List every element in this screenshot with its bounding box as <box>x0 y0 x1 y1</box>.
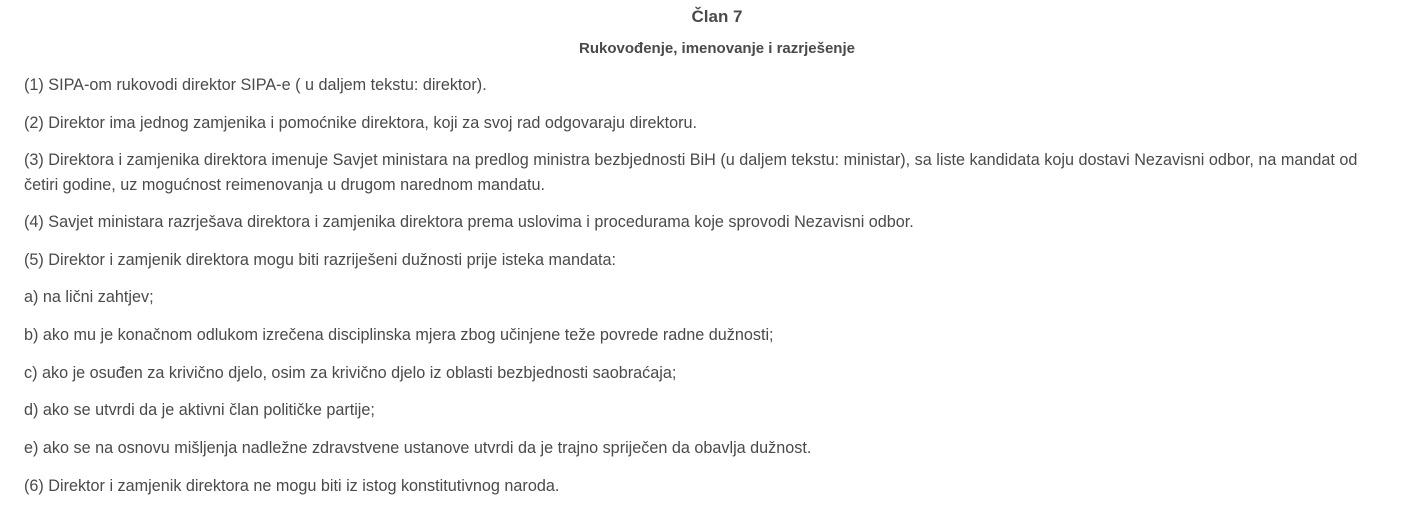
list-item-c: c) ako je osuđen za krivično djelo, osim za krivično djelo iz oblasti bezbjednosti saobraćaja; <box>24 364 677 382</box>
list-item-b: b) ako mu je konačnom odlukom izrečena disciplinska mjera zbog učinjene teže povrede radne dužnosti; <box>24 326 774 344</box>
paragraph-6: (6) Direktor i zamjenik direktora ne mogu biti iz istog konstitutivnog naroda. <box>24 477 560 495</box>
list-item-e: e) ako se na osnovu mišljenja nadležne zdravstvene ustanove utvrdi da je trajno spriječen da obavlja dužnost. <box>24 439 812 457</box>
paragraph-5: (5) Direktor i zamjenik direktora mogu biti razriješeni dužnosti prije isteka mandata: <box>24 251 616 269</box>
paragraph-1: (1) SIPA-om rukovodi direktor SIPA-e ( u daljem tekstu: direktor). <box>24 76 487 94</box>
paragraph-3: (3) Direktora i zamjenika direktora imenuje Savjet ministara na predlog ministra bezbjednosti BiH (u daljem tekstu: ministar), sa liste kandidata koju dostavi Nezavisni odbor, na mandat od četiri godine, uz mogućnost reimenovanja u drugom narednom mandatu. <box>24 151 1358 194</box>
paragraph-4: (4) Savjet ministara razrješava direktora i zamjenika direktora prema uslovima i procedurama koje sprovodi Nezavisni odbor. <box>24 213 914 231</box>
list-item-a: a) na lični zahtjev; <box>24 288 154 306</box>
paragraph-2: (2) Direktor ima jednog zamjenika i pomoćnike direktora, koji za svoj rad odgovaraju direktoru. <box>24 114 697 132</box>
list-item-d: d) ako se utvrdi da je aktivni član političke partije; <box>24 401 375 419</box>
article-number-heading: Član 7 <box>691 7 743 26</box>
article-title-heading: Rukovođenje, imenovanje i razrješenje <box>579 40 855 57</box>
